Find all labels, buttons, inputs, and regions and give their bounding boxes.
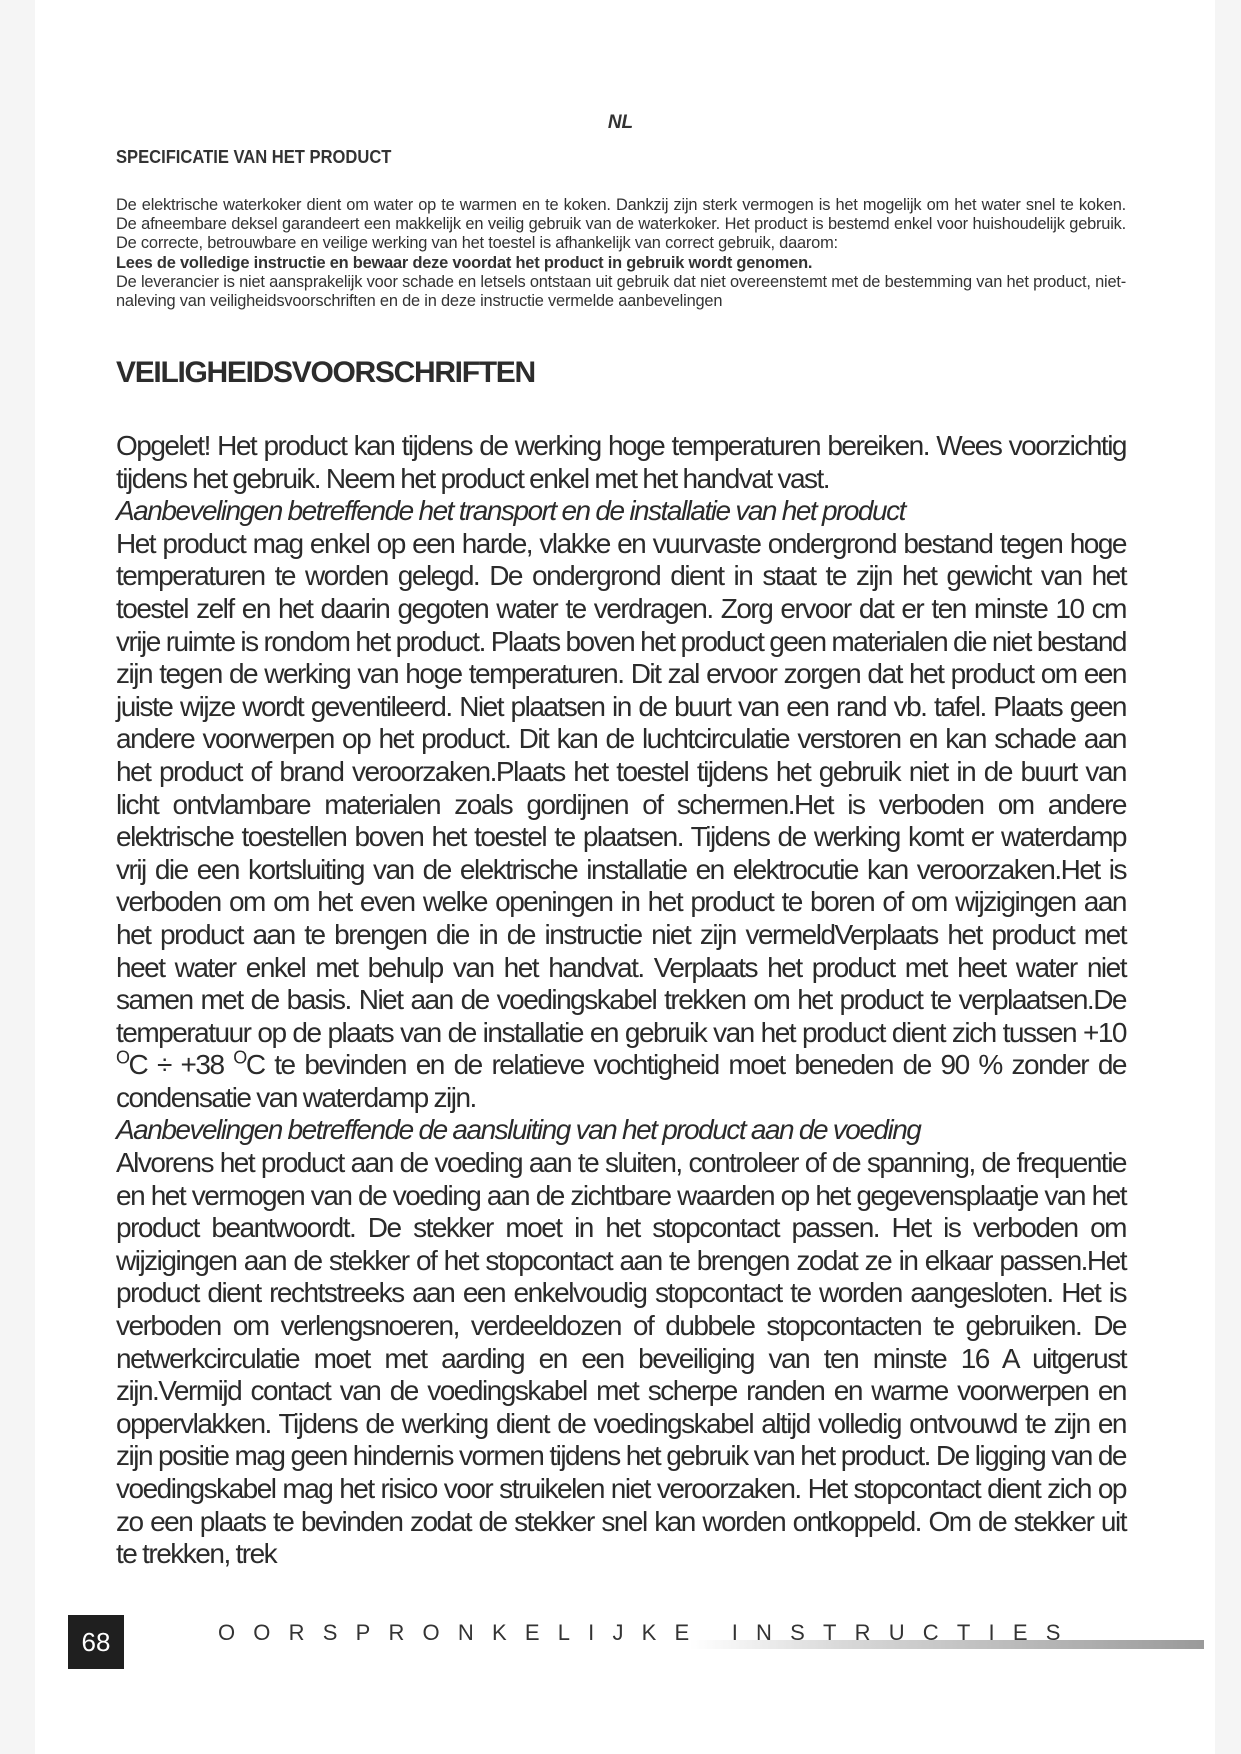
page-number: 68 <box>68 1615 124 1669</box>
specification-body <box>116 196 1126 311</box>
safety-warning: Opgelet! Het product kan tijdens de werking hoge temperaturen bereiken. Wees voorzichtig tijdens het gebruik. Neem het product enkel met het handvat vast. <box>116 430 1126 494</box>
specification-title: SPECIFICATIE VAN HET PRODUCT <box>116 147 392 167</box>
power-heading: Aanbevelingen betreffende de aansluiting van het product aan de voeding <box>116 1114 921 1146</box>
degree-symbol-1: O <box>116 1047 129 1068</box>
temperature-mid: C ÷ +38 <box>128 1049 224 1081</box>
language-label: NL <box>607 112 634 133</box>
transport-text <box>116 528 1126 1115</box>
transport-heading: Aanbevelingen betreffende het transport en de installatie van het product <box>116 495 905 527</box>
power-text: Alvorens het product aan de voeding aan te sluiten, controleer of de spanning, de frequentie en het vermogen van de voeding aan de zichtbare waarden op het gegevensplaatje van het product beantwoordt. De stekker moet in het stopcontact passen. Het is verboden om wijzigingen aan de stekker of het stopcontact aan te brengen zodat ze in elkaar passen.Het product dient rechtstreeks aan een enkelvoudig stopcontact te worden aangesloten. Het is verboden om verlengsnoeren, verdeeldozen of dubbele stopcontacten te gebruiken. De netwerkcirculatie moet met aarding en een beveiliging van ten minste 16 A uitgerust zijn.Vermijd contact van de voedingskabel met scherpe randen en warme voorwerpen en oppervlakken. Tijdens de werking dient de voedingskabel altijd volledig ontvouwd te zijn en zijn positie mag geen hindernis vormen tijdens het gebruik van het product. De ligging van de voedingskabel mag het risico voor struikelen niet veroorzaken. Het stopcontact dient zich op zo een plaats te bevinden zodat de stekker snel kan worden ontkoppeld. Om de stekker uit te trekken, trek <box>116 1147 1126 1570</box>
footer-label: OORSPRONKELIJKE INSTRUCTIES <box>218 1620 1079 1645</box>
safety-body <box>116 430 1126 1571</box>
safety-title: VEILIGHEIDSVOORSCHRIFTEN <box>116 356 535 389</box>
transport-text-b: C te bevinden en de relatieve vochtigheid moet beneden de 90 % zonder de condensatie van waterdamp zijn. <box>116 1049 1126 1113</box>
specification-bold-line: Lees de volledige instructie en bewaar deze voordat het product in gebruik wordt genomen. <box>116 253 813 272</box>
specification-paragraph-1: De elektrische waterkoker dient om water op te warmen en te koken. Dankzij zijn sterk vermogen is het mogelijk om het water snel te koken. De afneembare deksel garandeert een makkelijk en veilig gebruik van de waterkoker. Het product is bestemd enkel voor huishoudelijk gebruik. De correcte, betrouwbare en veilige werking van het toestel is afhankelijk van correct gebruik, daarom: <box>116 196 1126 253</box>
degree-symbol-2: O <box>233 1047 246 1068</box>
transport-text-a: Het product mag enkel op een harde, vlakke en vuurvaste ondergrond bestand tegen hoge temperaturen te worden gelegd. De ondergrond dient in staat te zijn het gewicht van het toestel zelf en het daarin gegoten water te verdragen. Zorg ervoor dat er ten minste 10 cm vrije ruimte is rondom het product. Plaats boven het product geen materialen die niet bestand zijn tegen de werking van hoge temperaturen. Dit zal ervoor zorgen dat het product om een juiste wijze wordt geventileerd. Niet plaatsen in de buurt van een rand vb. tafel. Plaats geen andere voorwerpen op het product. Dit kan de luchtcirculatie verstoren en kan schade aan het product of brand veroorzaken.Plaats het toestel tijdens het gebruik niet in de buurt van licht ontvlambare materialen zoals gordijnen of schermen.Het is verboden om andere elektrische toestellen boven het toestel te plaatsen. Tijdens de werking komt er waterdamp vrij die een kortsluiting van de elektrische installatie en elektrocutie kan veroorzaken.Het is verboden om om het even welke openingen in het product te boren of om wijzigingen aan het product aan te brengen die in de instructie niet zijn vermeldVerplaats het product met heet water enkel met behulp van het handvat. Verplaats het product met heet water niet samen met de basis. Niet aan de voedingskabel trekken om het product te verplaatsen.De temperatuur op de plaats van de installatie en gebruik van het product dient zich tussen +10 <box>116 527 1126 1048</box>
specification-paragraph-2: De leverancier is niet aansprakelijk voor schade en letsels ontstaan uit gebruik dat niet overeenstemt met de bestemming van het product, niet-naleving van veiligheidsvoorschriften en de in deze instructie vermelde aanbevelingen <box>116 272 1126 311</box>
